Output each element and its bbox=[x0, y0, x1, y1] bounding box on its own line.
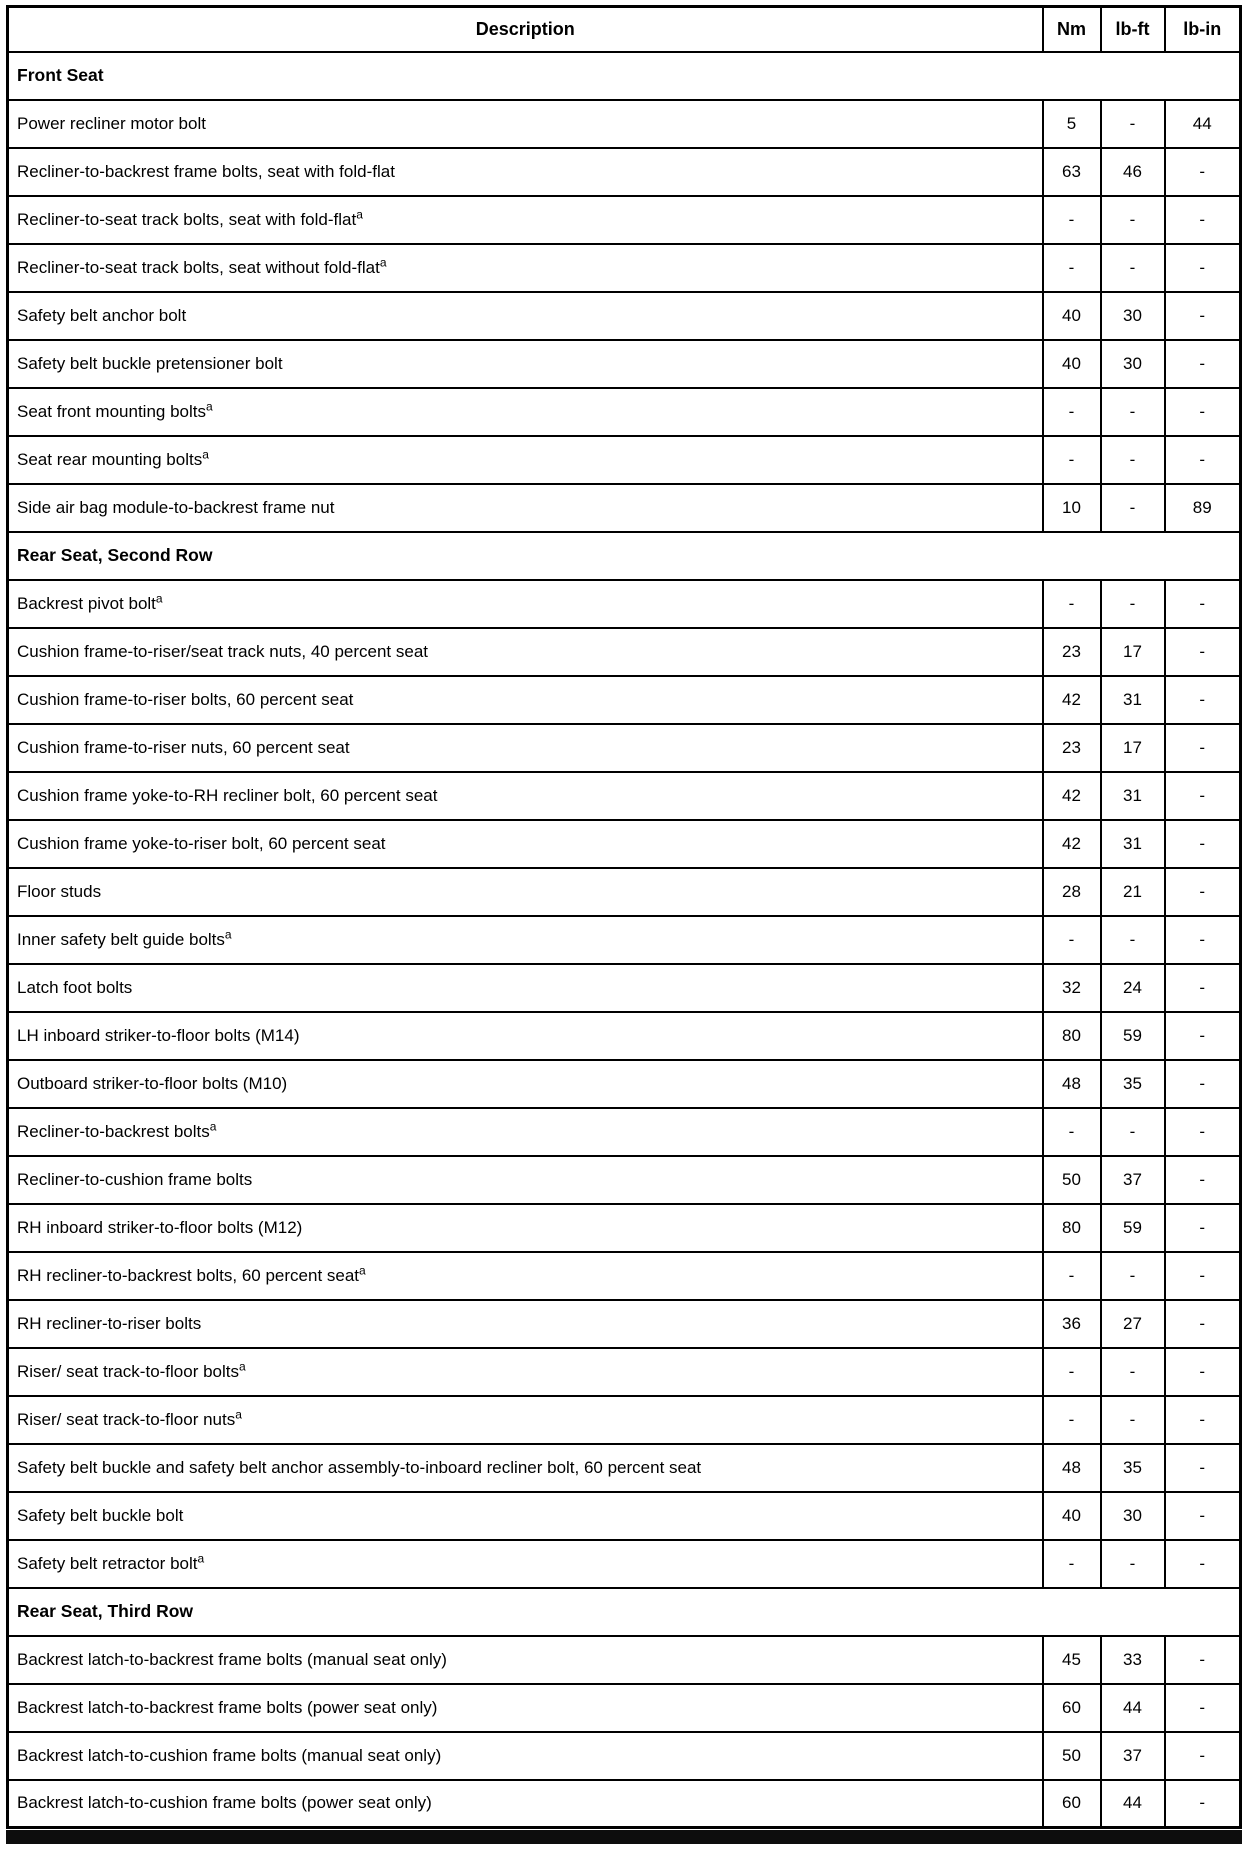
lbin-cell: - bbox=[1165, 916, 1241, 964]
nm-cell: 5 bbox=[1043, 100, 1101, 148]
footnote-marker: a bbox=[224, 927, 232, 942]
lbft-cell: 44 bbox=[1101, 1684, 1165, 1732]
lbft-cell: - bbox=[1101, 1348, 1165, 1396]
table-row bbox=[8, 244, 1241, 292]
nm-cell: 80 bbox=[1043, 1204, 1101, 1252]
lbin-cell: - bbox=[1165, 1780, 1241, 1828]
nm-cell: 40 bbox=[1043, 292, 1101, 340]
lbft-cell: - bbox=[1101, 388, 1165, 436]
lbin-cell: - bbox=[1165, 1348, 1241, 1396]
table-row bbox=[8, 1684, 1241, 1732]
nm-cell: 28 bbox=[1043, 868, 1101, 916]
description-cell: Seat front mounting bolts$^a$ bbox=[8, 388, 1043, 436]
section-header-row bbox=[8, 52, 1241, 100]
table-row bbox=[8, 436, 1241, 484]
table-row bbox=[8, 148, 1241, 196]
lbft-cell: - bbox=[1101, 484, 1165, 532]
table-row bbox=[8, 388, 1241, 436]
table-header-row bbox=[8, 7, 1241, 52]
section-header-row bbox=[8, 532, 1241, 580]
table-row bbox=[8, 676, 1241, 724]
description-cell: Safety belt buckle bolt bbox=[8, 1492, 1043, 1540]
description-cell: Backrest pivot bolt$^a$ bbox=[8, 580, 1043, 628]
lbft-cell: 37 bbox=[1101, 1732, 1165, 1780]
lbin-cell: - bbox=[1165, 148, 1241, 196]
description-cell: Cushion frame-to-riser bolts, 60 percent seat bbox=[8, 676, 1043, 724]
lbin-cell: 89 bbox=[1165, 484, 1241, 532]
lbft-cell: 35 bbox=[1101, 1060, 1165, 1108]
table-body bbox=[8, 52, 1241, 1828]
section-header: Front Seat bbox=[8, 52, 1241, 100]
footnote-marker: a bbox=[379, 255, 387, 270]
lbft-cell: 31 bbox=[1101, 772, 1165, 820]
lbin-cell: - bbox=[1165, 1684, 1241, 1732]
lbin-cell: - bbox=[1165, 1060, 1241, 1108]
description-cell: Safety belt buckle pretensioner bolt bbox=[8, 340, 1043, 388]
table-row bbox=[8, 964, 1241, 1012]
description-cell: Backrest latch-to-backrest frame bolts (power seat only) bbox=[8, 1684, 1043, 1732]
lbft-cell: - bbox=[1101, 436, 1165, 484]
table-row bbox=[8, 580, 1241, 628]
nm-cell: 32 bbox=[1043, 964, 1101, 1012]
lbft-cell: 59 bbox=[1101, 1012, 1165, 1060]
lbin-cell: - bbox=[1165, 196, 1241, 244]
nm-cell: 10 bbox=[1043, 484, 1101, 532]
description-cell: Floor studs bbox=[8, 868, 1043, 916]
description-cell: LH inboard striker-to-floor bolts (M14) bbox=[8, 1012, 1043, 1060]
nm-cell: 80 bbox=[1043, 1012, 1101, 1060]
description-cell: Recliner-to-seat track bolts, seat without fold-flat$^a$ bbox=[8, 244, 1043, 292]
torque-spec-table bbox=[6, 5, 1242, 1829]
description-cell: Cushion frame-to-riser nuts, 60 percent seat bbox=[8, 724, 1043, 772]
lbft-cell: 24 bbox=[1101, 964, 1165, 1012]
table-row bbox=[8, 292, 1241, 340]
table-row bbox=[8, 100, 1241, 148]
lbft-cell: - bbox=[1101, 580, 1165, 628]
column-header-description: Description bbox=[8, 7, 1043, 52]
nm-cell: - bbox=[1043, 916, 1101, 964]
lbft-cell: 17 bbox=[1101, 724, 1165, 772]
footnote-marker: a bbox=[155, 591, 163, 606]
table-row bbox=[8, 1108, 1241, 1156]
lbft-cell: - bbox=[1101, 196, 1165, 244]
table-row bbox=[8, 916, 1241, 964]
nm-cell: - bbox=[1043, 388, 1101, 436]
lbin-cell: - bbox=[1165, 724, 1241, 772]
description-cell: Recliner-to-backrest frame bolts, seat with fold-flat bbox=[8, 148, 1043, 196]
table-row bbox=[8, 1012, 1241, 1060]
lbft-cell: 33 bbox=[1101, 1636, 1165, 1684]
table-row bbox=[8, 1156, 1241, 1204]
footnote-marker: a bbox=[359, 1263, 366, 1278]
table-row bbox=[8, 1540, 1241, 1588]
lbin-cell: - bbox=[1165, 340, 1241, 388]
nm-cell: 23 bbox=[1043, 724, 1101, 772]
table-row bbox=[8, 1780, 1241, 1828]
nm-cell: - bbox=[1043, 1396, 1101, 1444]
lbft-cell: 31 bbox=[1101, 676, 1165, 724]
table-row bbox=[8, 1060, 1241, 1108]
lbin-cell: - bbox=[1165, 1492, 1241, 1540]
description-cell: Recliner-to-seat track bolts, seat with fold-flat$^a$ bbox=[8, 196, 1043, 244]
nm-cell: 42 bbox=[1043, 676, 1101, 724]
cutoff-row-artifact bbox=[6, 1830, 1242, 1844]
table-row bbox=[8, 1732, 1241, 1780]
lbin-cell: - bbox=[1165, 1732, 1241, 1780]
footnote-marker: a bbox=[235, 1407, 242, 1422]
nm-cell: - bbox=[1043, 1540, 1101, 1588]
description-cell: Recliner-to-cushion frame bolts bbox=[8, 1156, 1043, 1204]
description-cell: Cushion frame yoke-to-RH recliner bolt, 60 percent seat bbox=[8, 772, 1043, 820]
lbft-cell: 59 bbox=[1101, 1204, 1165, 1252]
lbft-cell: 44 bbox=[1101, 1780, 1165, 1828]
nm-cell: 36 bbox=[1043, 1300, 1101, 1348]
nm-cell: 48 bbox=[1043, 1060, 1101, 1108]
description-cell: Riser/ seat track-to-floor bolts$^a$ bbox=[8, 1348, 1043, 1396]
table-row bbox=[8, 1300, 1241, 1348]
description-cell: Cushion frame yoke-to-riser bolt, 60 percent seat bbox=[8, 820, 1043, 868]
nm-cell: 42 bbox=[1043, 772, 1101, 820]
table-row bbox=[8, 196, 1241, 244]
nm-cell: - bbox=[1043, 1348, 1101, 1396]
lbin-cell: - bbox=[1165, 1444, 1241, 1492]
nm-cell: - bbox=[1043, 196, 1101, 244]
table-row bbox=[8, 628, 1241, 676]
lbft-cell: 30 bbox=[1101, 340, 1165, 388]
description-cell: Latch foot bolts bbox=[8, 964, 1043, 1012]
nm-cell: 45 bbox=[1043, 1636, 1101, 1684]
nm-cell: 63 bbox=[1043, 148, 1101, 196]
nm-cell: 50 bbox=[1043, 1732, 1101, 1780]
lbin-cell: - bbox=[1165, 820, 1241, 868]
nm-cell: 48 bbox=[1043, 1444, 1101, 1492]
lbft-cell: - bbox=[1101, 1396, 1165, 1444]
lbin-cell: - bbox=[1165, 1012, 1241, 1060]
table-row bbox=[8, 1444, 1241, 1492]
lbin-cell: - bbox=[1165, 964, 1241, 1012]
lbin-cell: - bbox=[1165, 676, 1241, 724]
column-header-lbin: lb-in bbox=[1165, 7, 1241, 52]
nm-cell: - bbox=[1043, 244, 1101, 292]
table-row bbox=[8, 1636, 1241, 1684]
description-cell: Backrest latch-to-cushion frame bolts (manual seat only) bbox=[8, 1732, 1043, 1780]
table-row bbox=[8, 1348, 1241, 1396]
lbft-cell: 30 bbox=[1101, 1492, 1165, 1540]
nm-cell: 60 bbox=[1043, 1684, 1101, 1732]
nm-cell: - bbox=[1043, 580, 1101, 628]
lbft-cell: - bbox=[1101, 1252, 1165, 1300]
lbin-cell: - bbox=[1165, 772, 1241, 820]
description-cell: Backrest latch-to-backrest frame bolts (manual seat only) bbox=[8, 1636, 1043, 1684]
lbin-cell: - bbox=[1165, 1252, 1241, 1300]
lbin-cell: - bbox=[1165, 1636, 1241, 1684]
lbft-cell: 21 bbox=[1101, 868, 1165, 916]
lbin-cell: - bbox=[1165, 1204, 1241, 1252]
lbin-cell: - bbox=[1165, 292, 1241, 340]
lbin-cell: - bbox=[1165, 388, 1241, 436]
footnote-marker: a bbox=[356, 207, 363, 222]
lbft-cell: 37 bbox=[1101, 1156, 1165, 1204]
table-row bbox=[8, 1252, 1241, 1300]
lbin-cell: - bbox=[1165, 244, 1241, 292]
description-cell: Outboard striker-to-floor bolts (M10) bbox=[8, 1060, 1043, 1108]
nm-cell: - bbox=[1043, 1252, 1101, 1300]
description-cell: Inner safety belt guide bolts$^a$ bbox=[8, 916, 1043, 964]
lbin-cell: - bbox=[1165, 1396, 1241, 1444]
lbin-cell: 44 bbox=[1165, 100, 1241, 148]
description-cell: Backrest latch-to-cushion frame bolts (power seat only) bbox=[8, 1780, 1043, 1828]
footnote-marker: a bbox=[197, 1551, 205, 1566]
footnote-marker: a bbox=[239, 1359, 246, 1374]
description-cell: Recliner-to-backrest bolts$^a$ bbox=[8, 1108, 1043, 1156]
footnote-marker: a bbox=[206, 399, 213, 414]
lbft-cell: - bbox=[1101, 1540, 1165, 1588]
table-row bbox=[8, 1492, 1241, 1540]
table-row bbox=[8, 724, 1241, 772]
lbft-cell: 31 bbox=[1101, 820, 1165, 868]
lbin-cell: - bbox=[1165, 1300, 1241, 1348]
table-row bbox=[8, 340, 1241, 388]
table-row bbox=[8, 772, 1241, 820]
nm-cell: 50 bbox=[1043, 1156, 1101, 1204]
nm-cell: 40 bbox=[1043, 1492, 1101, 1540]
lbin-cell: - bbox=[1165, 580, 1241, 628]
section-header-row bbox=[8, 1588, 1241, 1636]
nm-cell: 42 bbox=[1043, 820, 1101, 868]
lbin-cell: - bbox=[1165, 628, 1241, 676]
column-header-lbft: lb-ft bbox=[1101, 7, 1165, 52]
description-cell: Safety belt anchor bolt bbox=[8, 292, 1043, 340]
table-row bbox=[8, 484, 1241, 532]
lbft-cell: - bbox=[1101, 916, 1165, 964]
table-row bbox=[8, 1204, 1241, 1252]
nm-cell: 40 bbox=[1043, 340, 1101, 388]
lbft-cell: - bbox=[1101, 1108, 1165, 1156]
lbft-cell: - bbox=[1101, 244, 1165, 292]
lbft-cell: 27 bbox=[1101, 1300, 1165, 1348]
description-cell: Cushion frame-to-riser/seat track nuts, 40 percent seat bbox=[8, 628, 1043, 676]
nm-cell: 60 bbox=[1043, 1780, 1101, 1828]
description-cell: Seat rear mounting bolts$^a$ bbox=[8, 436, 1043, 484]
footnote-marker: a bbox=[209, 1119, 217, 1134]
column-header-nm: Nm bbox=[1043, 7, 1101, 52]
lbft-cell: 17 bbox=[1101, 628, 1165, 676]
lbin-cell: - bbox=[1165, 1540, 1241, 1588]
lbft-cell: 46 bbox=[1101, 148, 1165, 196]
lbft-cell: 30 bbox=[1101, 292, 1165, 340]
table-row bbox=[8, 820, 1241, 868]
description-cell: RH inboard striker-to-floor bolts (M12) bbox=[8, 1204, 1043, 1252]
lbin-cell: - bbox=[1165, 868, 1241, 916]
table-row bbox=[8, 868, 1241, 916]
description-cell: Side air bag module-to-backrest frame nut bbox=[8, 484, 1043, 532]
description-cell: Safety belt retractor bolt$^a$ bbox=[8, 1540, 1043, 1588]
description-cell: RH recliner-to-riser bolts bbox=[8, 1300, 1043, 1348]
nm-cell: 23 bbox=[1043, 628, 1101, 676]
lbft-cell: 35 bbox=[1101, 1444, 1165, 1492]
description-cell: Safety belt buckle and safety belt anchor assembly-to-inboard recliner bolt, 60 percent seat bbox=[8, 1444, 1043, 1492]
section-header: Rear Seat, Third Row bbox=[8, 1588, 1241, 1636]
footnote-marker: a bbox=[202, 447, 209, 462]
description-cell: Power recliner motor bolt bbox=[8, 100, 1043, 148]
lbin-cell: - bbox=[1165, 436, 1241, 484]
lbft-cell: - bbox=[1101, 100, 1165, 148]
description-cell: RH recliner-to-backrest bolts, 60 percent seat$^a$ bbox=[8, 1252, 1043, 1300]
lbin-cell: - bbox=[1165, 1108, 1241, 1156]
table-row bbox=[8, 1396, 1241, 1444]
nm-cell: - bbox=[1043, 1108, 1101, 1156]
section-header: Rear Seat, Second Row bbox=[8, 532, 1241, 580]
lbin-cell: - bbox=[1165, 1156, 1241, 1204]
description-cell: Riser/ seat track-to-floor nuts$^a$ bbox=[8, 1396, 1043, 1444]
nm-cell: - bbox=[1043, 436, 1101, 484]
